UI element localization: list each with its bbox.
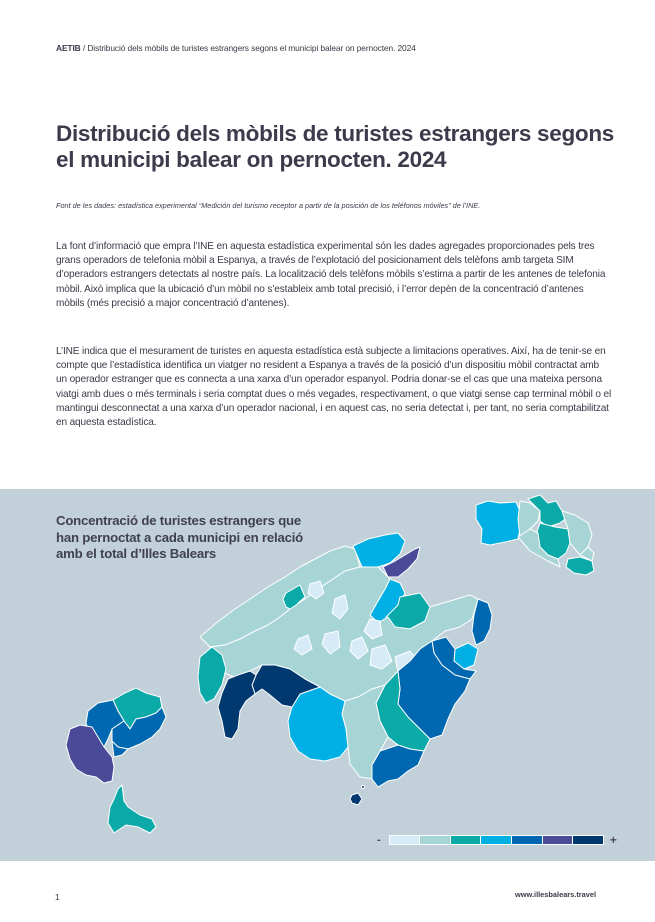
footer-website-link[interactable]: www.illesbalears.travel [515,890,597,899]
legend-max-label: + [609,833,617,847]
menorca-island [476,495,594,575]
legend-swatch-2 [420,836,450,844]
legend-color-scale [389,835,604,845]
legend-swatch-5 [512,836,542,844]
page-title: Distribució dels mòbils de turistes estrangers segons el municipi balear on pernocten. 2024 [56,121,615,172]
cabrera-island [350,786,365,806]
islet [362,786,365,789]
breadcrumb-title: Distribució dels mòbils de turistes estrangers segons el municipi balear on pernocten. 2024 [87,43,416,53]
municipality-region [350,793,362,805]
breadcrumb-separator: / [80,43,88,53]
breadcrumb-org: AETIB [56,43,81,53]
formentera-island [108,785,156,833]
map-title: Concentració de turistes estrangers que han pernoctat a cada municipi en relació amb el total d’Illes Balears [56,513,304,561]
legend-swatch-3 [451,836,481,844]
legend-swatch-1 [390,836,420,844]
mallorca-island [198,533,492,787]
legend-min-label: - [377,834,381,846]
paragraph-limitations: L’INE indica que el mesurament de turistes en aquesta estadística està subjecte a limitacions operatives. Així, ha de tenir-se en compte que l’estadística identifica un viatger no resident a Espanya a través de la posició d’un dispositiu mòbil contractat amb un operador estranger que es connecta a una xarxa d’un operador espanyol. Podria donar-se el cas que una mateixa persona viatgi amb dues o més terminals i seria comptat dues o més vegades, respectivament, o que viatgi sense cap terminal mòbil o el mantingui desconnectat a una xarxa d’un operador nacional, i en aquest cas, no seria detectat i, per tant, no seria comptabilitzat en aquesta estadística. [56,346,612,429]
map-legend [377,833,617,847]
municipality-region [218,671,256,739]
legend-swatch-7 [573,836,603,844]
paragraph-data-source: La font d’informació que empra l’INE en aquesta estadística experimental són les dades agregades proporcionades pels tres grans operadors de telefonia mòbil a Espanya, a través de l’explotació del posicionament dels telèfons amb targeta SIM d’operadors estrangers detectats al nostre país. La localització dels telèfons mòbils s’estima a partir de les antenes de telefonia mòbil. Això implica que la ubicació d’un mòbil no s’estableix amb total precisió, i l’error depèn de la concentració d’antenes mòbils (més precisió a major concentració d’antenes). [56,241,606,309]
ibiza-island [66,688,166,783]
breadcrumb [56,43,416,53]
municipality-region [476,501,520,545]
municipality-region [108,785,156,833]
page-number: 1 [55,892,60,902]
legend-swatch-6 [543,836,573,844]
legend-swatch-4 [481,836,511,844]
data-source-note: Font de les dades: estadística experimental “Medición del turismo receptor a partir de la posición de los teléfonos móviles” de l’INE. [56,201,481,210]
